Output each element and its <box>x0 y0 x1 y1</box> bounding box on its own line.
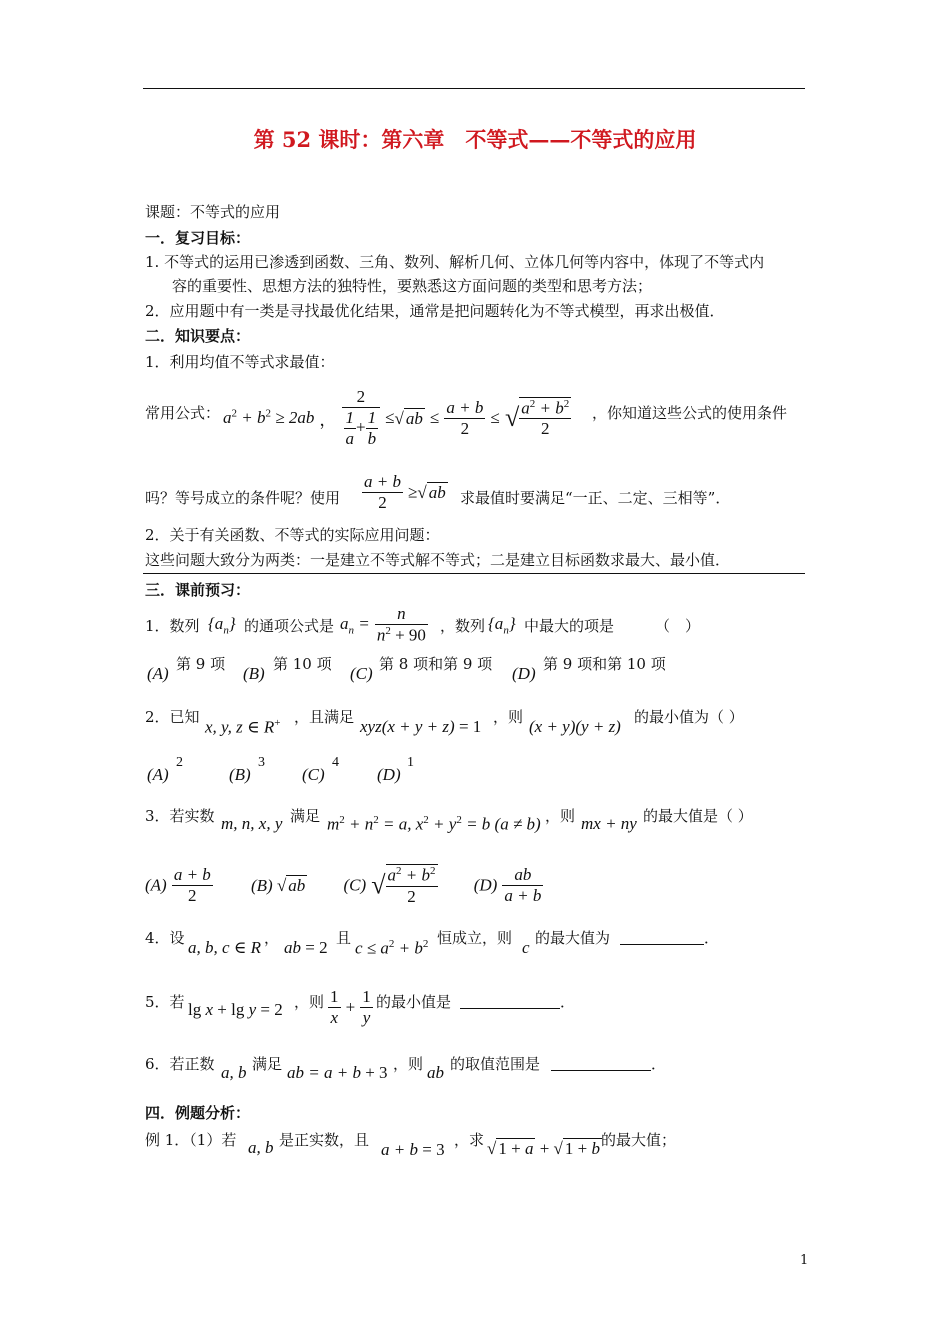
q2-option-b-label: (B) <box>229 765 251 784</box>
q1-prefix: 1．数列 <box>145 617 200 635</box>
q4-var-c: c <box>522 938 530 957</box>
ex1-suffix: 的最大值； <box>601 1131 677 1149</box>
q4-cond2: $c \le a^2 + b^2$ <box>355 938 429 958</box>
q1-option-d: 第 9 项和第 10 项 <box>543 655 666 673</box>
q2-expr: (x + y)(y + z) <box>529 717 621 736</box>
q3-vars: m, n, x, y <box>221 814 283 833</box>
ex1-condition: a + b = 3 <box>381 1140 445 1159</box>
q2-suffix: 的最小值为（ ） <box>634 708 744 726</box>
q4-vars: a, b, c ∈ R <box>188 938 262 957</box>
q3-condition: $m^2 + n^2 = a$, $x^2 + y^2 = b$ (a ≠ b) <box>327 814 541 834</box>
q6-answer-blank[interactable] <box>551 1054 651 1071</box>
q1-option-c-label: (C) <box>350 664 373 683</box>
q3-mid2: ，则 <box>545 807 576 825</box>
q2-vars: x, y, z ∈ R+ <box>205 717 281 737</box>
section2-line2-prefix: 吗？等号成立的条件呢？使用 <box>145 489 341 507</box>
q2-option-a: 2 <box>176 755 183 770</box>
q3-suffix: 的最大值是（ ） <box>643 807 753 825</box>
section2-item1: 1．利用均值不等式求最值： <box>145 353 335 371</box>
q4-period: ． <box>704 929 720 947</box>
q1-seq2: $\{a_n\}$ <box>488 614 516 637</box>
page-title: 第 52 课时：第六章 不等式——不等式的应用 <box>253 127 697 152</box>
q4-mid1: ， <box>264 929 280 947</box>
q5-expr: $\frac{1}{x}$ + $\frac{1}{y}$ <box>330 987 371 1027</box>
section1-heading: 一．复习目标： <box>145 229 251 247</box>
q1-seq: $\{a_n\}$ <box>208 614 236 637</box>
mean-inequality-formula: $a^2 + b^2 \ge 2ab$ ， 2 $\frac{1}{a}$ + $\frac{1}{b}$ ≤√ ab ≤ $\frac{a + b}{2}$ ≤ √ $\frac{a^2 + b^2}{2}$ <box>223 387 570 448</box>
topic-line: 课题：不等式的应用 <box>145 203 281 221</box>
q1-option-a-label: (A) <box>147 664 169 683</box>
formula-prefix: 常用公式： <box>145 404 221 422</box>
q1-option-a: 第 9 项 <box>176 655 226 673</box>
top-rule <box>143 88 805 89</box>
section2-heading: 二．知识要点： <box>145 327 251 345</box>
ex1-prefix: 例 1．（1）若 <box>145 1131 237 1149</box>
q2-option-d-label: (D) <box>377 765 401 784</box>
q1-option-c: 第 8 项和第 9 项 <box>379 655 493 673</box>
q5-condition: lg x + lg y = 2 <box>188 1000 283 1019</box>
q2-option-a-label: (A) <box>147 765 169 784</box>
q1-mid2: ，数列 <box>440 617 486 635</box>
q2-option-b: 3 <box>258 755 265 770</box>
q2-prefix: 2．已知 <box>145 708 200 726</box>
ex1-vars: a, b <box>248 1138 274 1157</box>
q6-mid1: 满足 <box>252 1055 283 1073</box>
section3-heading: 三．课前预习： <box>145 581 251 599</box>
section4-heading: 四．例题分析： <box>145 1104 251 1122</box>
amgm-formula: $\frac{a + b}{2}$ ≥√ ab <box>364 472 446 512</box>
q5-prefix: 5．若 <box>145 993 185 1011</box>
q4-answer-blank[interactable] <box>620 928 704 945</box>
q5-suffix: 的最小值是 <box>376 993 452 1011</box>
ex1-mid2: ，求 <box>454 1131 485 1149</box>
q2-option-c-label: (C) <box>302 765 325 784</box>
q4-mid2: 且 <box>336 929 352 947</box>
q4-suffix: 的最大值为 <box>535 929 611 947</box>
q5-mid: ，则 <box>294 993 325 1011</box>
q1-option-b-label: (B) <box>243 664 265 683</box>
q1-paren: （ ） <box>655 617 701 635</box>
q4-prefix: 4．设 <box>145 929 185 947</box>
q1-option-d-label: (D) <box>512 664 536 683</box>
ex1-expr: √ 1 + a + √ 1 + b <box>487 1139 600 1158</box>
q1-mid1: 的通项公式是 <box>244 617 335 635</box>
q1-suffix: 中最大的项是 <box>524 617 615 635</box>
q3-mid1: 满足 <box>290 807 321 825</box>
q2-condition: xyz(x + y + z) = 1 <box>360 717 482 736</box>
section1-item1-line2: 容的重要性、思想方法的独特性，要熟悉这方面问题的类型和思考方法； <box>172 277 653 295</box>
q1-formula: $a_n$ = $\frac{n}{n^2 + 90}$ <box>340 604 426 645</box>
q6-mid2: ，则 <box>393 1055 424 1073</box>
q6-expr: ab <box>427 1063 444 1082</box>
ex1-mid1: 是正实数，且 <box>279 1131 370 1149</box>
q6-period: ． <box>651 1055 667 1073</box>
q6-suffix: 的取值范围是 <box>450 1055 541 1073</box>
section1-item2: 2．应用题中有一类是寻找最优化结果，通常是把问题转化为不等式模型，再求出极值． <box>145 302 725 320</box>
section2-line2-suffix: 求最值时要满足“一正、二定、三相等”． <box>460 489 731 507</box>
q3-options: (A) $\frac{a + b}{2}$ (B) √ ab (C) √ $\frac{a^2 + b^2}{2}$ (D) $\frac{ab}{a + b}$ <box>145 864 542 906</box>
section1-item1-line1: 1. 不等式的运用已渗透到函数、三角、数列、解析几何、立体几何等内容中，体现了不等式内 <box>145 253 765 271</box>
q2-mid1: ，且满足 <box>294 708 355 726</box>
q2-mid2: ，则 <box>493 708 524 726</box>
formula-suffix: ，你知道这些公式的使用条件 <box>592 404 788 422</box>
q6-condition: ab = a + b + 3 <box>287 1063 388 1082</box>
section2-item2-detail: 这些问题大致分为两类：一是建立不等式解不等式；二是建立目标函数求最大、最小值． <box>145 551 731 569</box>
q6-prefix: 6．若正数 <box>145 1055 215 1073</box>
q1-option-b: 第 10 项 <box>273 655 332 673</box>
q3-expr: mx + ny <box>581 814 637 833</box>
q4-cond1: ab = 2 <box>284 938 328 957</box>
q3-prefix: 3．若实数 <box>145 807 215 825</box>
section-divider <box>143 573 805 574</box>
q5-period: ． <box>560 993 576 1011</box>
section2-item2: 2．关于有关函数、不等式的实际应用问题： <box>145 526 440 544</box>
q2-option-c: 4 <box>332 755 339 770</box>
q6-vars: a, b <box>221 1063 247 1082</box>
q5-answer-blank[interactable] <box>460 992 560 1009</box>
q2-option-d: 1 <box>407 755 414 770</box>
page-number: 1 <box>800 1253 809 1268</box>
q4-mid3: 恒成立，则 <box>437 929 513 947</box>
